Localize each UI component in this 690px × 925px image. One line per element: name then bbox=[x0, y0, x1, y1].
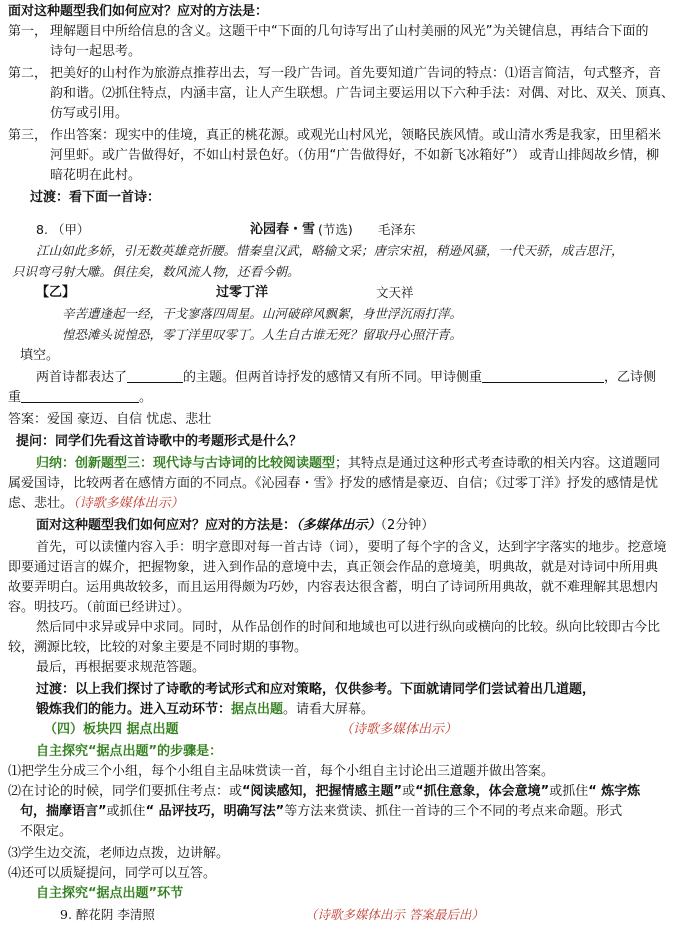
item2-line: 韵和谐。⑵抓住特点，内涵丰富，让人产生联想。广告词主要运用以下六种手法：对偶、对比、双关、顶真、 bbox=[50, 86, 675, 101]
transition2-line1: 过渡：以上我们探讨了诗歌的考试形式和应对策略，仅供参考。下面就请同学们尝试着出几道题， bbox=[36, 682, 596, 697]
section2-line: 较，溯源比较，比较的对象主要是不同时期的事物。 bbox=[8, 640, 308, 655]
step-text: 或 bbox=[402, 784, 416, 799]
q8-question-line1 bbox=[36, 368, 656, 388]
summary-text: ；其特点是通过这种形式考查诗歌的相关内容。这道题同 bbox=[335, 456, 661, 471]
block4-title: （四）板块四 据点出题 bbox=[44, 722, 179, 737]
poem2-line: 惶恐滩头说惶恐，零丁洋里叹零丁。人生自古谁无死？留取丹心照汗青。 bbox=[62, 327, 463, 342]
section2-line: 然后同中求异或异中求同。同时，从作品创作的时间和地域也可以进行纵向或横向的比较。纵向比较即古今比 bbox=[36, 620, 661, 635]
item3-line: 河里虾。或广告做得好，不如山村景色好。（仿用“广告做得好，不如新飞冰箱好”） 或青山排闼故乡情，柳 bbox=[50, 148, 660, 163]
answer-blank-3[interactable] bbox=[21, 388, 139, 403]
step-keypoint: 句，揣摩语言” bbox=[20, 804, 107, 819]
step-keypoint: “抓住意象，体会意境” bbox=[415, 784, 550, 799]
poem1-author: 毛泽东 bbox=[378, 222, 416, 237]
transition2-text: 锻炼我们的能力。进入互动环节： bbox=[36, 702, 232, 717]
summary-title: 创新题型三：现代诗与古诗词的比较阅读题型 bbox=[75, 456, 336, 471]
item1-line: 理解题目中所给信息的含义。这题干中“下面的几句诗写出了山村美丽的风光”为关键信息，再结合下面的 bbox=[50, 24, 649, 39]
poem2-line: 辛苦遭逢起一经，干戈寥落四周星。山河破碎风飘絮，身世浮沉雨打萍。 bbox=[62, 306, 463, 321]
q8-text: 。 bbox=[139, 390, 153, 405]
section2-line: 即要通过语言的媒介，把握物象，进入到作品的意境中去，真正领会作品的意境美，明典故，就是对诗词中所用典 bbox=[8, 560, 659, 575]
section2-line: 首先，可以读懂内容入手：明字意即对每一首古诗（词），要明了每个字的含义，达到字字落实的地步。挖意境 bbox=[36, 540, 667, 555]
section2-heading: 面对这种题型我们如何应对？应对的方法是： bbox=[36, 518, 297, 533]
q8-answer: 答案：爱国 豪迈、自信 忧虑、悲壮 bbox=[8, 412, 212, 427]
item2-line: 仿写或引用。 bbox=[50, 106, 129, 121]
transition1: 过渡：看下面一首诗： bbox=[30, 190, 161, 205]
q9-note: （诗歌多媒体出示 答案最后出） bbox=[304, 907, 484, 922]
section2-line: 容。明技巧。（前面已经讲过）。 bbox=[8, 600, 191, 615]
step-keypoint: “ 炼字炼 bbox=[588, 784, 641, 799]
section2-note: （多媒体出示） bbox=[296, 518, 381, 533]
step-3: ⑶学生边交流，老师边点拨，边讲解。 bbox=[8, 846, 230, 861]
item3-line: 暗花明在此村。 bbox=[50, 168, 142, 183]
q9-line bbox=[60, 905, 484, 925]
item3-line: 作出答案：现实中的佳境，真正的桃花源。或观光山村风光，领略民族风情。或山清水秀是我家，田里稻米 bbox=[50, 128, 662, 143]
step-text: 或抓住 bbox=[106, 804, 146, 819]
q8-question-line2 bbox=[8, 388, 152, 408]
step-4: ⑷还可以质疑提问，同学可以互答。 bbox=[8, 866, 217, 881]
item1-line: 诗句一起思考。 bbox=[50, 44, 142, 59]
step-2-line3: 不限定。 bbox=[20, 824, 73, 839]
section2-time: （2分钟） bbox=[380, 518, 435, 533]
answer-blank-1[interactable] bbox=[127, 368, 183, 383]
q8-number: 8. （甲） bbox=[36, 222, 90, 237]
transition2-end: 。请看大屏幕。 bbox=[283, 702, 375, 717]
section2-heading-line bbox=[36, 516, 434, 536]
answer-blank-2[interactable] bbox=[482, 368, 604, 383]
summary-label: 归纳： bbox=[36, 456, 76, 471]
poem2-title: 过零丁洋 bbox=[216, 285, 269, 300]
transition2-line2 bbox=[36, 700, 374, 720]
summary-line1 bbox=[36, 454, 660, 474]
item3-number: 第三， bbox=[8, 128, 48, 143]
q8-text: 两首诗都表达了 bbox=[36, 370, 128, 385]
poem1-note: (节选) bbox=[318, 222, 353, 237]
block4-note: （诗歌多媒体出示） bbox=[340, 722, 458, 737]
summary-note: （诗歌多媒体出示） bbox=[73, 496, 184, 511]
step-text: ⑵在讨论的时候，同学们要抓住考点：或 bbox=[8, 784, 243, 799]
poem2-label: 【乙】 bbox=[36, 285, 76, 300]
step-text: 或抓住 bbox=[549, 784, 589, 799]
poem2-author: 文天祥 bbox=[376, 285, 414, 300]
question2: 提问：同学们先看这首诗歌中的考题形式是什么？ bbox=[16, 434, 303, 449]
step-1: ⑴把学生分成三个小组，每个小组自主品味赏读一首，每个小组自主讨论出三道题并做出答案。 bbox=[8, 764, 555, 779]
fill-instruction: 填空。 bbox=[20, 348, 60, 363]
summary-line3 bbox=[8, 494, 184, 514]
item2-number: 第二， bbox=[8, 66, 48, 81]
summary-text: 虑、悲壮。 bbox=[8, 496, 74, 511]
q8-text: 的主题。但两首诗抒发的感情又有所不同。甲诗侧重 bbox=[183, 370, 483, 385]
q8-text: 重 bbox=[8, 390, 22, 405]
poem1-line: 江山如此多娇，引无数英雄竞折腰。惜秦皇汉武，略输文采；唐宗宋祖，稍逊风骚，一代天骄，成吉思汗， bbox=[36, 243, 624, 258]
summary-line2: 属爱国诗，比较两者在感情方面的不同点。《沁园春・雪》抒发的感情是豪迈、自信；《过零丁洋》抒发的感情是忧 bbox=[8, 476, 659, 491]
section1-heading: 面对这种题型我们如何应对？应对的方法是： bbox=[8, 4, 269, 19]
item1-number: 第一， bbox=[8, 24, 48, 39]
step-2-line1 bbox=[8, 782, 640, 802]
q8-text: ，乙诗侧 bbox=[604, 370, 657, 385]
section2-line: 故要弄明白。运用典故较多，而且运用得颇为巧妙，内容表达很含蓄，明白了诗词所用典故，就不难理解其思想内 bbox=[8, 580, 659, 595]
poem1-line: 只识弯弓射大雕。俱往矣，数风流人物，还看今朝。 bbox=[12, 264, 300, 279]
step-text: 等方法来赏读、抓住一首诗的三个不同的考点来命题。形式 bbox=[284, 804, 623, 819]
steps-title: 自主探究“据点出题”的步骤是： bbox=[36, 744, 223, 759]
transition2-highlight: 据点出题 bbox=[231, 702, 284, 717]
item2-line: 把美好的山村作为旅游点推荐出去，写一段广告词。首先要知道广告词的特点：⑴语言简洁，句式整齐，音 bbox=[50, 66, 662, 81]
step-keypoint: “ 品评技巧，明确写法” bbox=[145, 804, 285, 819]
section2-line: 最后，再根据要求规范答题。 bbox=[36, 660, 206, 675]
step-2-line2 bbox=[20, 802, 622, 822]
poem1-title: 沁园春・雪 bbox=[250, 222, 316, 237]
q9-number: 9. 醉花阴 李清照 bbox=[60, 907, 155, 922]
section-title: 自主探究“据点出题”环节 bbox=[36, 886, 184, 901]
step-keypoint: “阅读感知，把握情感主题” bbox=[242, 784, 403, 799]
